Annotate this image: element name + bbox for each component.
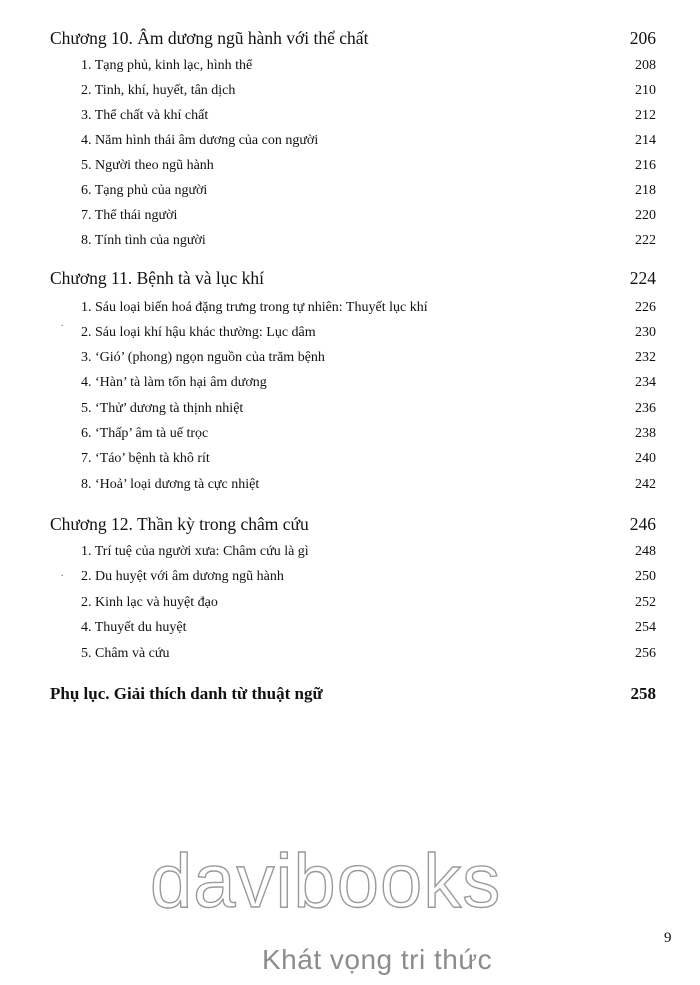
toc-item-page: 250 [635,569,656,584]
toc-item-page: 240 [635,451,656,466]
toc-item-title: 2. Tinh, khí, huyết, tân dịch [81,83,236,98]
toc-item-page: 216 [635,158,656,173]
toc-item-page: 242 [635,477,656,492]
toc-item-page: 232 [635,350,656,365]
chapter-page: 246 [629,514,656,534]
toc-item-title: 2. Du huyệt với âm dương ngũ hành [81,569,284,584]
toc-item-title: 5. Người theo ngũ hành [81,158,214,173]
toc-item-title: 7. ‘Táo’ bệnh tà khô rít [81,451,210,466]
toc-item-page: 248 [635,544,656,559]
toc-item-page: 234 [635,375,656,390]
scan-speck: . [61,568,64,579]
watermark-tagline: Khát vọng tri thức [262,944,493,975]
toc-item-title: 1. Sáu loại biến hoá đặng trưng trong tự nhiên: Thuyết lục khí [81,300,428,315]
toc-item-title: 1. Trí tuệ của người xưa: Châm cứu là gì [81,544,309,559]
toc-item-title: 3. ‘Gió’ (phong) ngọn nguồn của trăm bệnh [81,350,325,365]
scan-speck: . [61,318,64,329]
toc-item-title: 4. ‘Hàn’ tà làm tổn hại âm dương [81,375,267,390]
toc-item-page: 230 [635,325,656,340]
toc-item-page: 212 [635,108,656,123]
toc-item-page: 214 [635,133,656,148]
toc-item-title: 8. Tính tình của người [81,233,206,248]
chapter-page: 206 [629,28,656,48]
toc-item-title: 4. Năm hình thái âm dương của con người [81,133,319,148]
toc-item-title: 3. Thể chất và khí chất [81,108,209,123]
toc-item-title: 2. Sáu loại khí hậu khác thường: Lục dâm [81,325,316,340]
chapter-title: Chương 10. Âm dương ngũ hành với thể chất [50,28,369,48]
appendix-page: 258 [630,684,656,703]
chapter-title: Chương 11. Bệnh tà và lục khí [50,268,264,288]
toc-item-page: 220 [635,208,656,223]
chapter-page: 224 [629,268,656,288]
appendix-title: Phụ lục. Giải thích danh từ thuật ngữ [50,684,323,703]
toc-item-page: 252 [635,595,656,610]
toc-item-title: 5. ‘Thử’ dương tà thịnh nhiệt [81,401,244,416]
toc-item-title: 7. Thể thái người [81,208,178,223]
toc-item-page: 208 [635,58,656,73]
page-number: 9 [664,930,672,946]
toc-item-page: 222 [635,233,656,248]
toc-item-title: 2. Kinh lạc và huyệt đạo [81,595,218,610]
toc-item-title: 6. Tạng phủ của người [81,183,208,198]
toc-item-title: 5. Châm và cứu [81,646,170,661]
toc-item-page: 238 [635,426,656,441]
toc-item-title: 4. Thuyết du huyệt [81,620,187,635]
toc-item-title: 1. Tạng phủ, kinh lạc, hình thể [81,58,253,73]
toc-item-page: 210 [635,83,656,98]
toc-item-page: 256 [635,646,656,661]
toc-item-title: 6. ‘Thấp’ âm tà uế trọc [81,426,209,441]
toc-item-page: 226 [635,300,656,315]
toc-item-page: 254 [635,620,656,635]
toc-item-page: 218 [635,183,656,198]
toc-item-title: 8. ‘Hoả’ loại dương tà cực nhiệt [81,477,260,492]
watermark-logo: davibooks [150,839,502,924]
chapter-title: Chương 12. Thần kỳ trong châm cứu [50,514,309,534]
toc-item-page: 236 [635,401,656,416]
